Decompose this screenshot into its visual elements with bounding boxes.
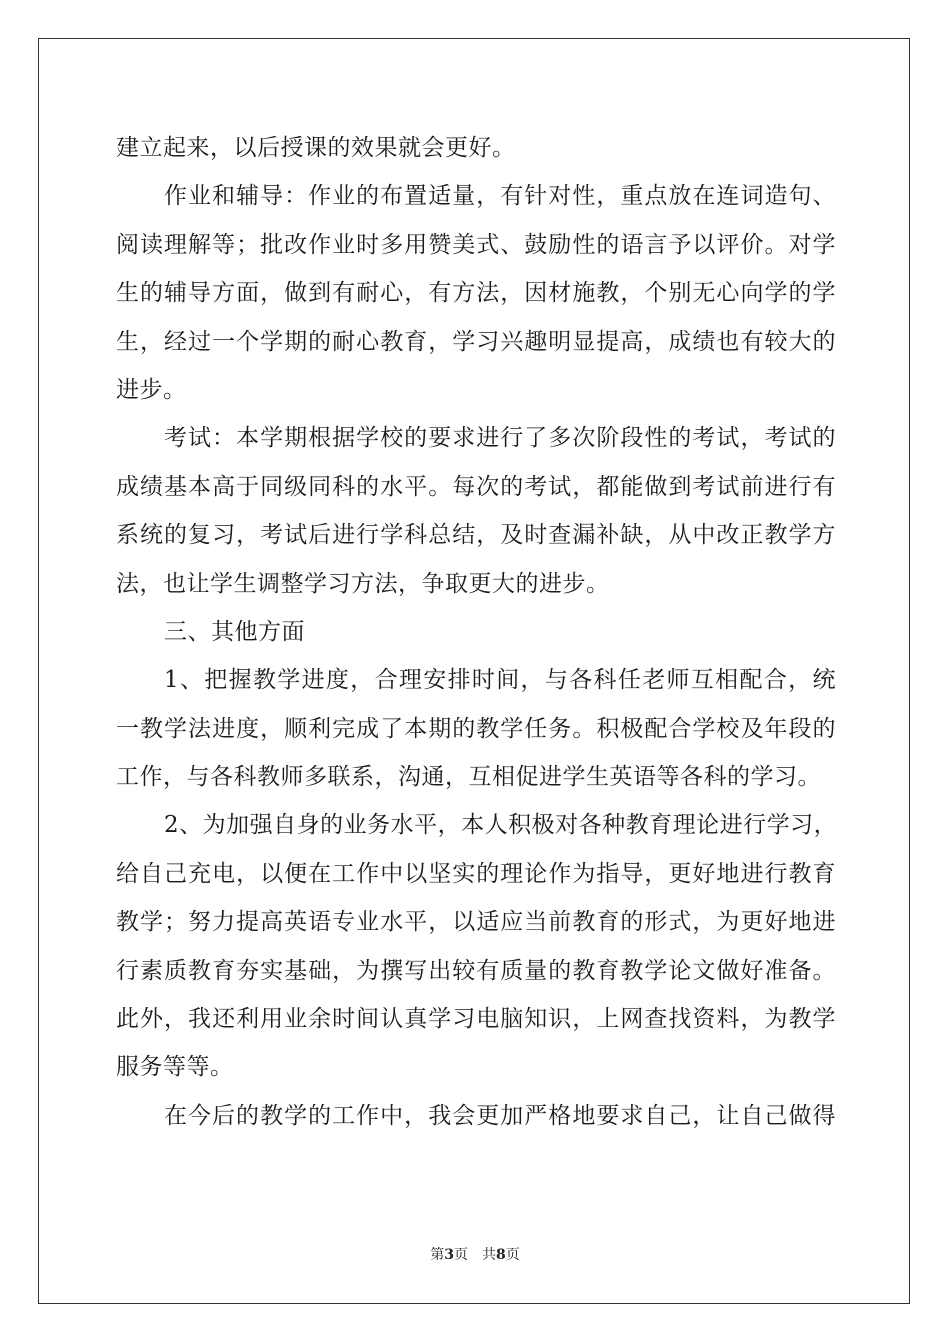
text-line: 给自己充电，以便在工作中以坚实的理论作为指导，更好地进行教育	[116, 860, 836, 887]
text-line: 教学；努力提高英语专业水平，以适应当前教育的形式，为更好地进	[116, 909, 836, 936]
text-line: 作业和辅导：作业的布置适量，有针对性，重点放在连词造句、	[164, 183, 836, 210]
text-line: 在今后的教学的工作中，我会更加严格地要求自己，让自己做得	[164, 1102, 836, 1129]
text-line: 生的辅导方面，做到有耐心，有方法，因材施教，个别无心向学的学	[116, 280, 836, 307]
page-number-current: 3	[444, 1247, 454, 1263]
text-line: 此外，我还利用业余时间认真学习电脑知识，上网查找资料，为教学	[116, 1006, 836, 1033]
page-footer	[0, 1244, 950, 1264]
text-line: 行素质教育夯实基础，为撰写出较有质量的教育教学论文做好准备。	[116, 957, 836, 984]
text-line: 建立起来，以后授课的效果就会更好。	[116, 135, 516, 161]
text-line: 法，也让学生调整学习方法，争取更大的进步。	[116, 570, 610, 597]
text-line: 2、为加强自身的业务水平，本人积极对各种教育理论进行学习，	[164, 812, 838, 839]
text-line: 成绩基本高于同级同科的水平。每次的考试，都能做到考试前进行有	[116, 473, 836, 500]
document-body	[116, 124, 836, 1140]
text-line: 三、其他方面	[164, 618, 305, 645]
text-line: 系统的复习，考试后进行学科总结，及时查漏补缺，从中改正教学方	[116, 522, 836, 549]
text-line: 一教学法进度，顺利完成了本期的教学任务。积极配合学校及年段的	[116, 715, 836, 742]
text-line: 考试：本学期根据学校的要求进行了多次阶段性的考试，考试的	[164, 425, 836, 452]
page-number-prefix: 第	[430, 1247, 445, 1263]
page-number-suffix: 页	[505, 1247, 520, 1263]
text-line: 进步。	[116, 376, 187, 403]
text-line: 服务等等。	[116, 1054, 234, 1081]
page-number-mid: 页 共	[454, 1247, 496, 1263]
text-line: 生，经过一个学期的耐心教育，学习兴趣明显提高，成绩也有较大的	[116, 328, 836, 355]
text-line: 工作，与各科教师多联系，沟通，互相促进学生英语等各科的学习。	[116, 764, 821, 791]
text-line: 1、把握教学进度，合理安排时间，与各科任老师互相配合，统	[164, 667, 836, 694]
text-line: 阅读理解等；批改作业时多用赞美式、鼓励性的语言予以评价。对学	[116, 231, 836, 258]
page-number-total: 8	[496, 1247, 506, 1263]
